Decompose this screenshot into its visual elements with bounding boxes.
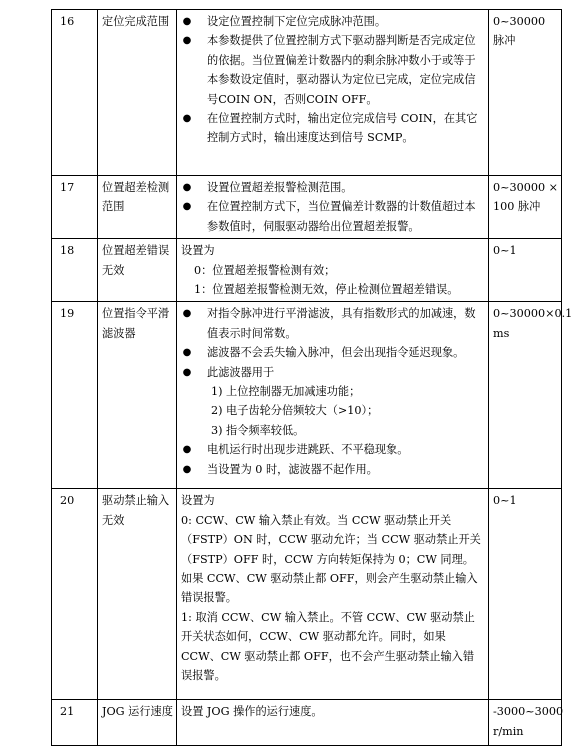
sub-item: 2) 电子齿轮分倍频较大（>10）； [211, 404, 379, 418]
list-item: ● 此滤波器用于 [181, 363, 485, 382]
option-item: 1: 取消 CCW、CW 输入禁止。不管 CCW、CW 驱动禁止开关状态如何，CCW、CW 驱动都允许。同时，如果 CCW、CW 驱动禁止都 OFF，也不会产生驱动禁止输入错误报警。 [181, 610, 475, 683]
parameter-table [51, 9, 573, 746]
bullet-icon: ● [182, 16, 192, 27]
setting-intro: 设置为 [181, 494, 215, 508]
option-item: 0：位置超差报警检测有效； [194, 263, 336, 277]
bullet-icon: ● [182, 201, 192, 213]
bullet-icon: ● [182, 35, 192, 47]
table-row [52, 10, 562, 176]
param-range: 0~1 [489, 489, 562, 700]
list-item: ● 滤波器不会丢失输入脉冲，但会出现指令延迟现象。 [181, 343, 485, 362]
param-number: 19 [52, 302, 98, 489]
bullet-icon: ● [182, 308, 192, 320]
param-number: 18 [52, 239, 98, 302]
list-item: ● 在位置控制方式时，输出定位完成信号 COIN，在其它控制方式时，输出速度达到信号 SCMP。 [181, 109, 485, 148]
param-range: 0~30000 脉冲 [489, 10, 562, 176]
param-description: 设置 JOG 操作的运行速度。 [177, 700, 489, 746]
table-row [52, 700, 562, 746]
bullet-icon: ● [182, 366, 192, 378]
list-item: ● 设定位置控制下定位完成脉冲范围。 [181, 12, 485, 31]
param-name: 位置超差错误无效 [98, 239, 177, 302]
param-description [177, 489, 489, 700]
bullet-icon: ● [182, 463, 192, 475]
param-name: 定位完成范围 [98, 10, 177, 176]
list-item: ● 本参数提供了位置控制方式下驱动器判断是否完成定位的依据。当位置偏差计数器内的剩余脉冲数小于或等于本参数设定值时，驱动器认为定位已完成，定位完成信号COIN ON，否则COIN OFF。 [181, 31, 485, 109]
bullet-icon: ● [182, 113, 192, 125]
bullet-icon: ● [182, 347, 192, 359]
setting-intro: 设置为 [181, 244, 215, 258]
param-number: 17 [52, 176, 98, 239]
sub-item: 1) 上位控制器无加减速功能； [211, 385, 361, 399]
param-name: 位置超差检测范围 [98, 176, 177, 239]
list-item: ● 在位置控制方式下，当位置偏差计数器的计数值超过本参数值时，伺服驱动器给出位置超差报警。 [181, 197, 485, 236]
param-description [177, 302, 489, 489]
param-range: 0~1 [489, 239, 562, 302]
table-row [52, 176, 562, 239]
table-row [52, 489, 562, 700]
param-name: 驱动禁止输入无效 [98, 489, 177, 700]
param-name: 位置指令平滑滤波器 [98, 302, 177, 489]
param-number: 21 [52, 700, 98, 746]
param-number: 20 [52, 489, 98, 700]
param-number: 16 [52, 10, 98, 176]
sub-item: 3) 指令频率较低。 [211, 423, 305, 437]
param-range: 0~30000×0.1 ms [489, 302, 562, 489]
param-name: JOG 运行速度 [98, 700, 177, 746]
list-item: ● 对指令脉冲进行平滑滤波，具有指数形式的加减速，数值表示时间常数。 [181, 304, 485, 343]
param-range: 0~30000 × 100 脉冲 [489, 176, 562, 239]
bullet-icon: ● [182, 444, 192, 456]
list-item: ● 电机运行时出现步进跳跃、不平稳现象。 [181, 440, 485, 459]
table-row [52, 239, 562, 302]
option-item: 0: CCW、CW 输入禁止有效。当 CCW 驱动禁止开关（FSTP）ON 时，CCW 驱动允许；当 CCW 驱动禁止开关（FSTP）OFF 时，CCW 方向转矩保持为 0；CW 同理。如果 CCW、CW 驱动禁止都 OFF，则会产生驱动禁止输入错误报警。 [181, 513, 481, 605]
param-description [177, 239, 489, 302]
bullet-icon: ● [182, 182, 192, 193]
param-range: -3000~3000 r/min [489, 700, 562, 746]
param-description [177, 176, 489, 239]
list-item: ● 当设置为 0 时，滤波器不起作用。 [181, 460, 485, 479]
param-description [177, 10, 489, 176]
table-row [52, 302, 562, 489]
option-item: 1：位置超差报警检测无效，停止检测位置超差错误。 [194, 283, 459, 297]
list-item: ● 设置位置超差报警检测范围。 [181, 178, 485, 197]
